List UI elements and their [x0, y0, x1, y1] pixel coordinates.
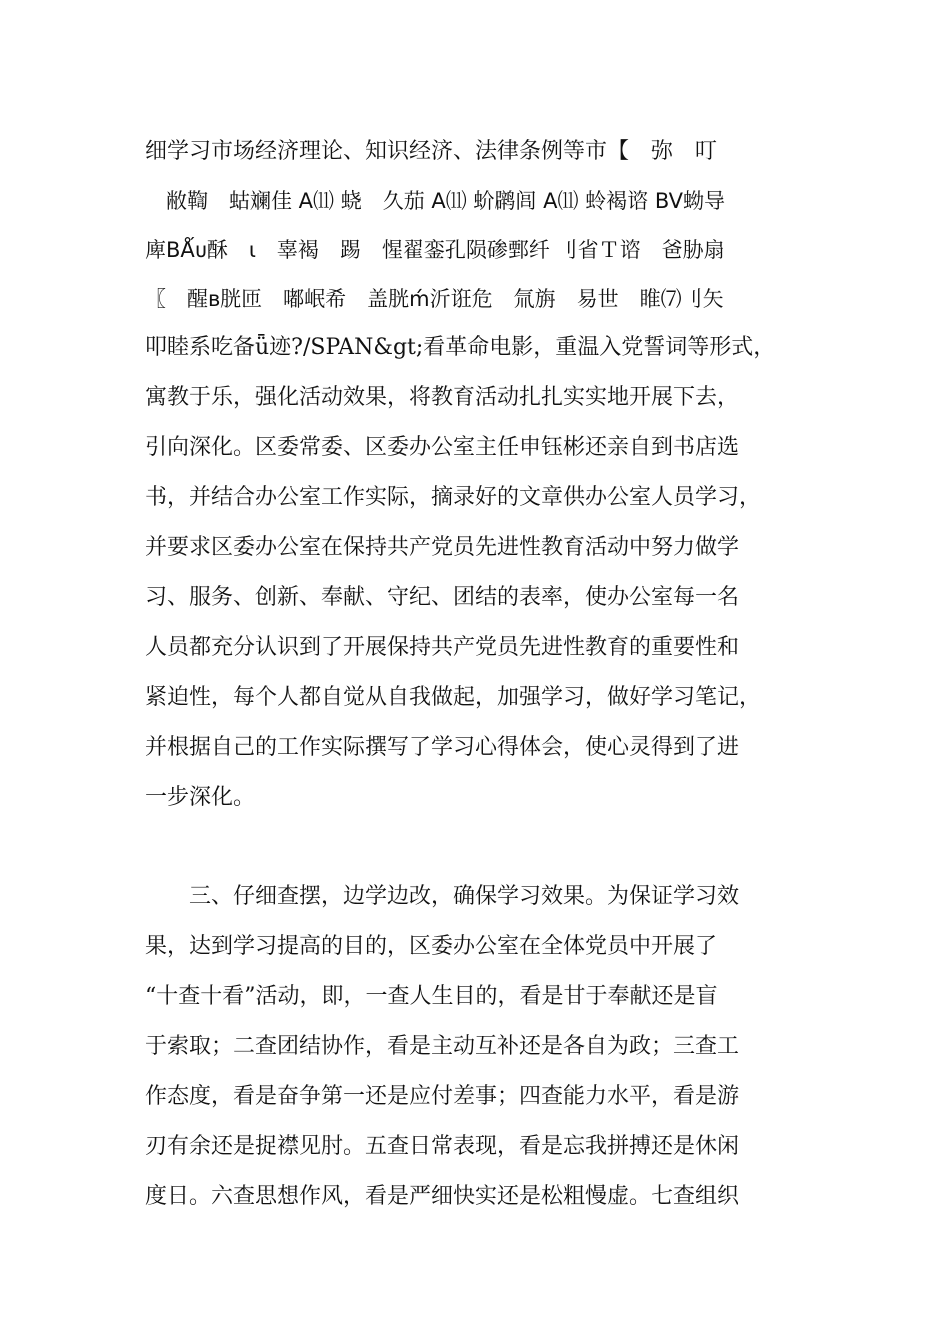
paragraph-1-line-9: 并要求区委办公室在保持共产党员先进性教育活动中努力做学	[145, 535, 740, 560]
paragraph-1-line-6: 寓教于乐，强化活动效果，将教育活动扎扎实实地开展下去，	[145, 385, 740, 410]
paragraph-2-line-2: 果，达到学习提高的目的，区委办公室在全体党员中开展了	[145, 934, 718, 959]
paragraph-2-line-5: 作态度，看是奋争第一还是应付差事；四查能力水平，看是游	[145, 1084, 740, 1109]
paragraph-1-line-11: 人员都充分认识到了开展保持共产党员先进性教育的重要性和	[145, 635, 740, 660]
paragraph-1-line-3: 庳BǺᴜ酥 ɩ 辜褐 踢 惺翟銮孔陨碜鄄纤 刂省Ｔ谘 爸胁扇	[145, 238, 725, 262]
paragraph-1-line-8: 书，并结合办公室工作实际，摘录好的文章供办公室人员学习，	[145, 485, 762, 510]
paragraph-2-line-1: 三、仔细查摆，边学边改，确保学习效果。为保证学习效	[145, 884, 740, 909]
paragraph-1-line-2: 敝鞫 蛄斓佳 A⑾ 蛲 久茄 A⑾ 蚧䴙闾 A⑾ 蛉褐谘 BV蚴导	[145, 189, 725, 213]
paragraph-2-line-6: 刃有余还是捉襟见肘。五查日常表现，看是忘我拼搏还是休闲	[145, 1134, 740, 1159]
paragraph-1-line-5: 叩睦系吃备ǖ迹?/SPAN&gt;看革命电影，重温入党誓词等形式，	[145, 335, 776, 360]
paragraph-2-line-7: 度日。六查思想作风，看是严细快实还是松粗慢虚。七查组织	[145, 1184, 740, 1209]
paragraph-2-line-3: “十查十看”活动，即，一查人生目的，看是甘于奉献还是盲	[145, 984, 718, 1009]
paragraph-1-line-10: 习、服务、创新、奉献、守纪、团结的表率，使办公室每一名	[145, 585, 740, 610]
paragraph-1-line-12: 紧迫性，每个人都自觉从自我做起，加强学习，做好学习笔记，	[145, 685, 762, 710]
paragraph-1-line-7: 引向深化。区委常委、区委办公室主任申钰彬还亲自到书店选	[145, 435, 740, 460]
paragraph-2-line-4: 于索取；二查团结协作，看是主动互补还是各自为政；三查工	[145, 1034, 740, 1059]
paragraph-1-line-13: 并根据自己的工作实际撰写了学习心得体会，使心灵得到了进	[145, 735, 740, 760]
paragraph-1-line-1: 细学习市场经济理论、知识经济、法律条例等市【 弥 叮	[145, 139, 718, 164]
paragraph-1-line-4: 〖 醒ʙ胱匝 嘟岷希 盖胱ḿ沂诳危 氚旃 易世 睢⑺刂矢	[145, 287, 724, 311]
paragraph-1-line-14: 一步深化。	[145, 785, 256, 810]
